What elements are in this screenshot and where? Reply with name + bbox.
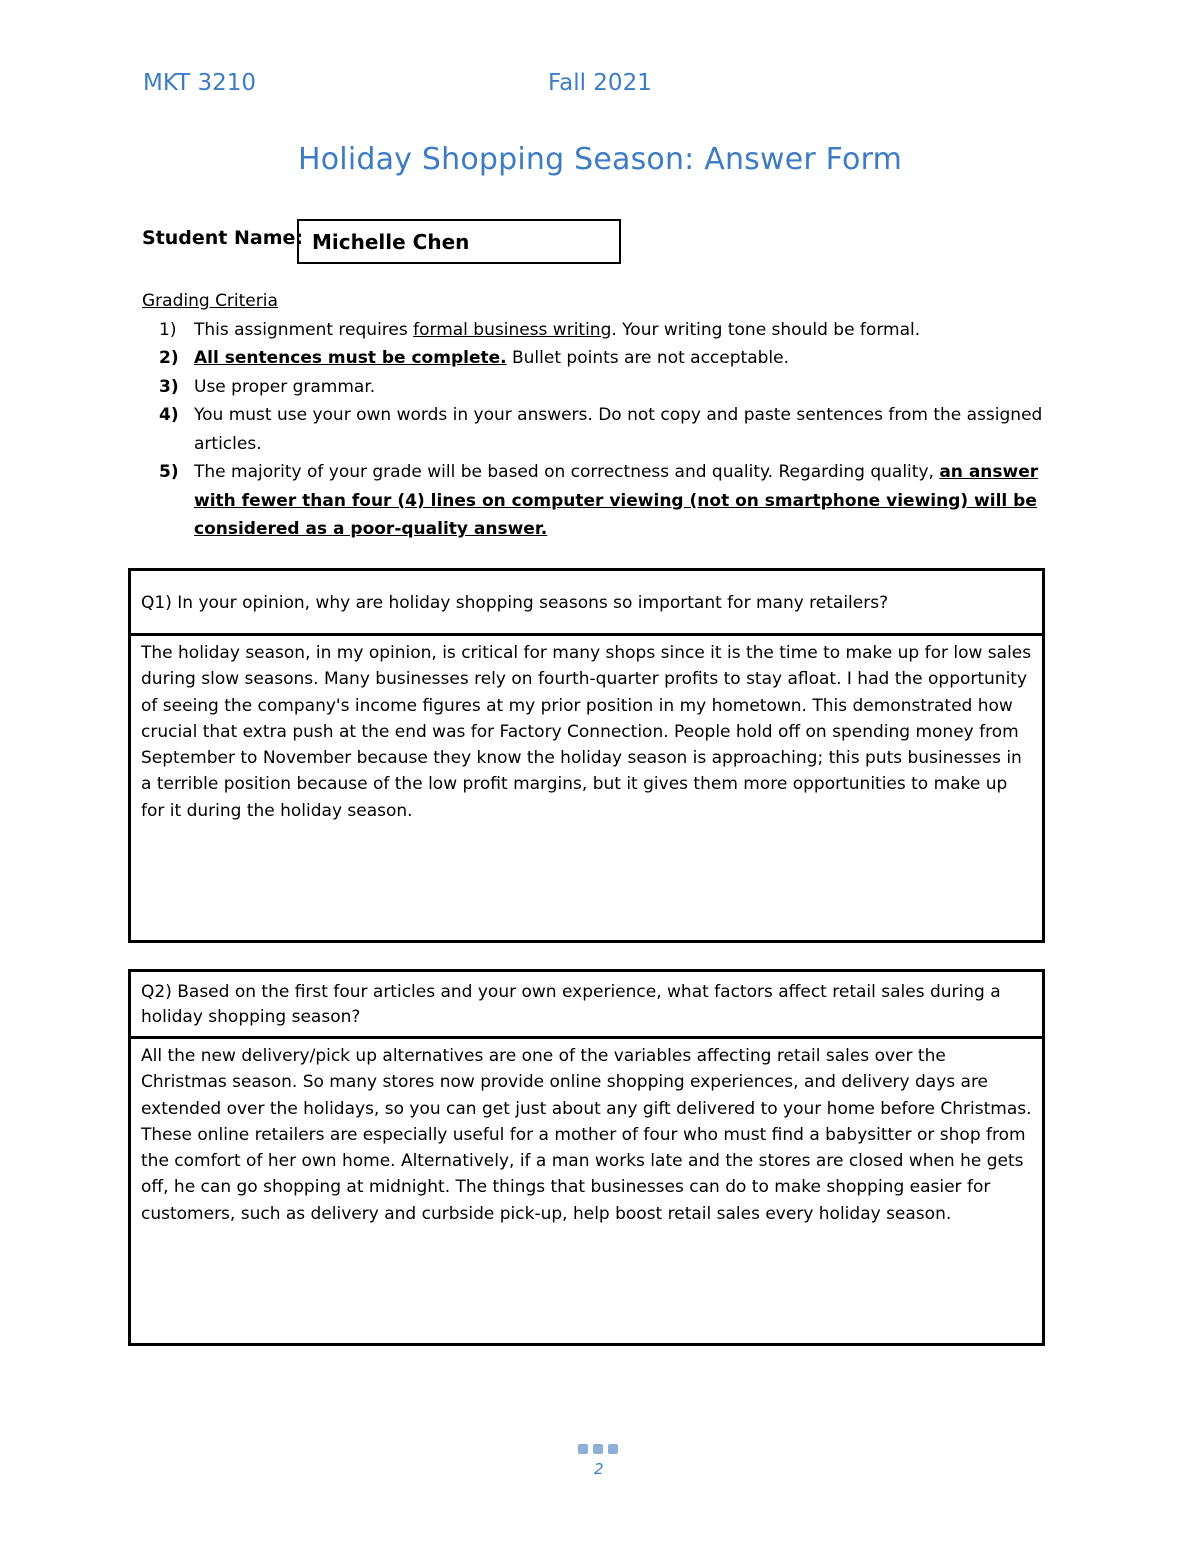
term: Fall 2021 (548, 70, 652, 96)
student-name-label: Student Name: (142, 227, 304, 249)
criteria-item (142, 373, 1062, 402)
criteria-number: 3) (159, 376, 179, 397)
criteria-item (142, 316, 1062, 345)
course-code: MKT 3210 (143, 70, 257, 96)
page-title: Holiday Shopping Season: Answer Form (297, 142, 903, 177)
criteria-emphasis: formal business writing (413, 319, 612, 340)
footer-dots-icon (578, 1444, 618, 1454)
question-box-q1 (128, 568, 1045, 943)
question-q1 (131, 571, 1042, 636)
question-box-q2 (128, 969, 1045, 1346)
criteria-item (142, 458, 1062, 544)
criteria-emphasis: an answer with fewer than four (4) lines on computer viewing (not on smartphone viewing) will be considered as a poor-quality answer. (194, 462, 1039, 539)
criteria-number: 1) (159, 319, 177, 340)
question-label: Q1) (141, 593, 172, 613)
question-label: Q2) (141, 982, 172, 1002)
question-text: In your opinion, why are holiday shopping seasons so important for many retailers? (171, 593, 889, 613)
answer-q2[interactable]: All the new delivery/pick up alternatives are one of the variables affecting retail sales over the Christmas season. So many stores now provide online shopping experiences, and delivery days are extended over the holidays, so you can get just about any gift delivered to your home before Christmas. These online retailers are especially useful for a mother of four who must find a babysitter or shop from the comfort of her own home. Alternatively, if a man works late and the stores are closed when he gets off, he can go shopping at midnight. The things that businesses can do to make shopping easier for customers, such as delivery and curbside pick-up, help boost retail sales every holiday season. (141, 1046, 1032, 1224)
criteria-list (142, 316, 1062, 544)
criteria-text: You must use your own words in your answers. Do not copy and paste sentences from the assigned articles. (194, 405, 1043, 454)
criteria-number: 4) (159, 405, 179, 425)
grading-criteria-title: Grading Criteria (142, 291, 278, 311)
criteria-item (142, 401, 1062, 458)
grading-criteria (142, 287, 1062, 544)
criteria-emphasis: All sentences must be complete. (194, 348, 507, 368)
criteria-number: 5) (159, 462, 179, 482)
page-number: 2 (594, 1460, 604, 1478)
criteria-text: Use proper grammar. (194, 376, 376, 397)
criteria-number: 2) (159, 348, 179, 368)
answer-q1[interactable]: The holiday season, in my opinion, is critical for many shops since it is the time to make up for low sales during slow seasons. Many businesses rely on fourth-quarter profits to stay afloat. I had the opportunity of seeing the company's income figures at my prior position in my hometown. This demonstrated how crucial that extra push at the end was for Factory Connection. People hold off on spending money from September to November because they know the holiday season is approaching; this puts businesses in a terrible position because of the low profit margins, but it gives them more opportunities to make up for it during the holiday season. (141, 643, 1032, 821)
criteria-text: This assignment requires (194, 319, 414, 340)
criteria-item (142, 344, 1062, 373)
question-text: Based on the first four articles and your own experience, what factors affect retail sales during a holiday shopping season? (141, 982, 1001, 1027)
student-name-field[interactable]: Michelle Chen (297, 219, 621, 264)
question-q2 (131, 972, 1042, 1039)
criteria-text: The majority of your grade will be based on correctness and quality. Regarding quality, (194, 462, 940, 482)
criteria-text: Bullet points are not acceptable. (506, 348, 789, 368)
criteria-text: . Your writing tone should be formal. (611, 319, 921, 340)
